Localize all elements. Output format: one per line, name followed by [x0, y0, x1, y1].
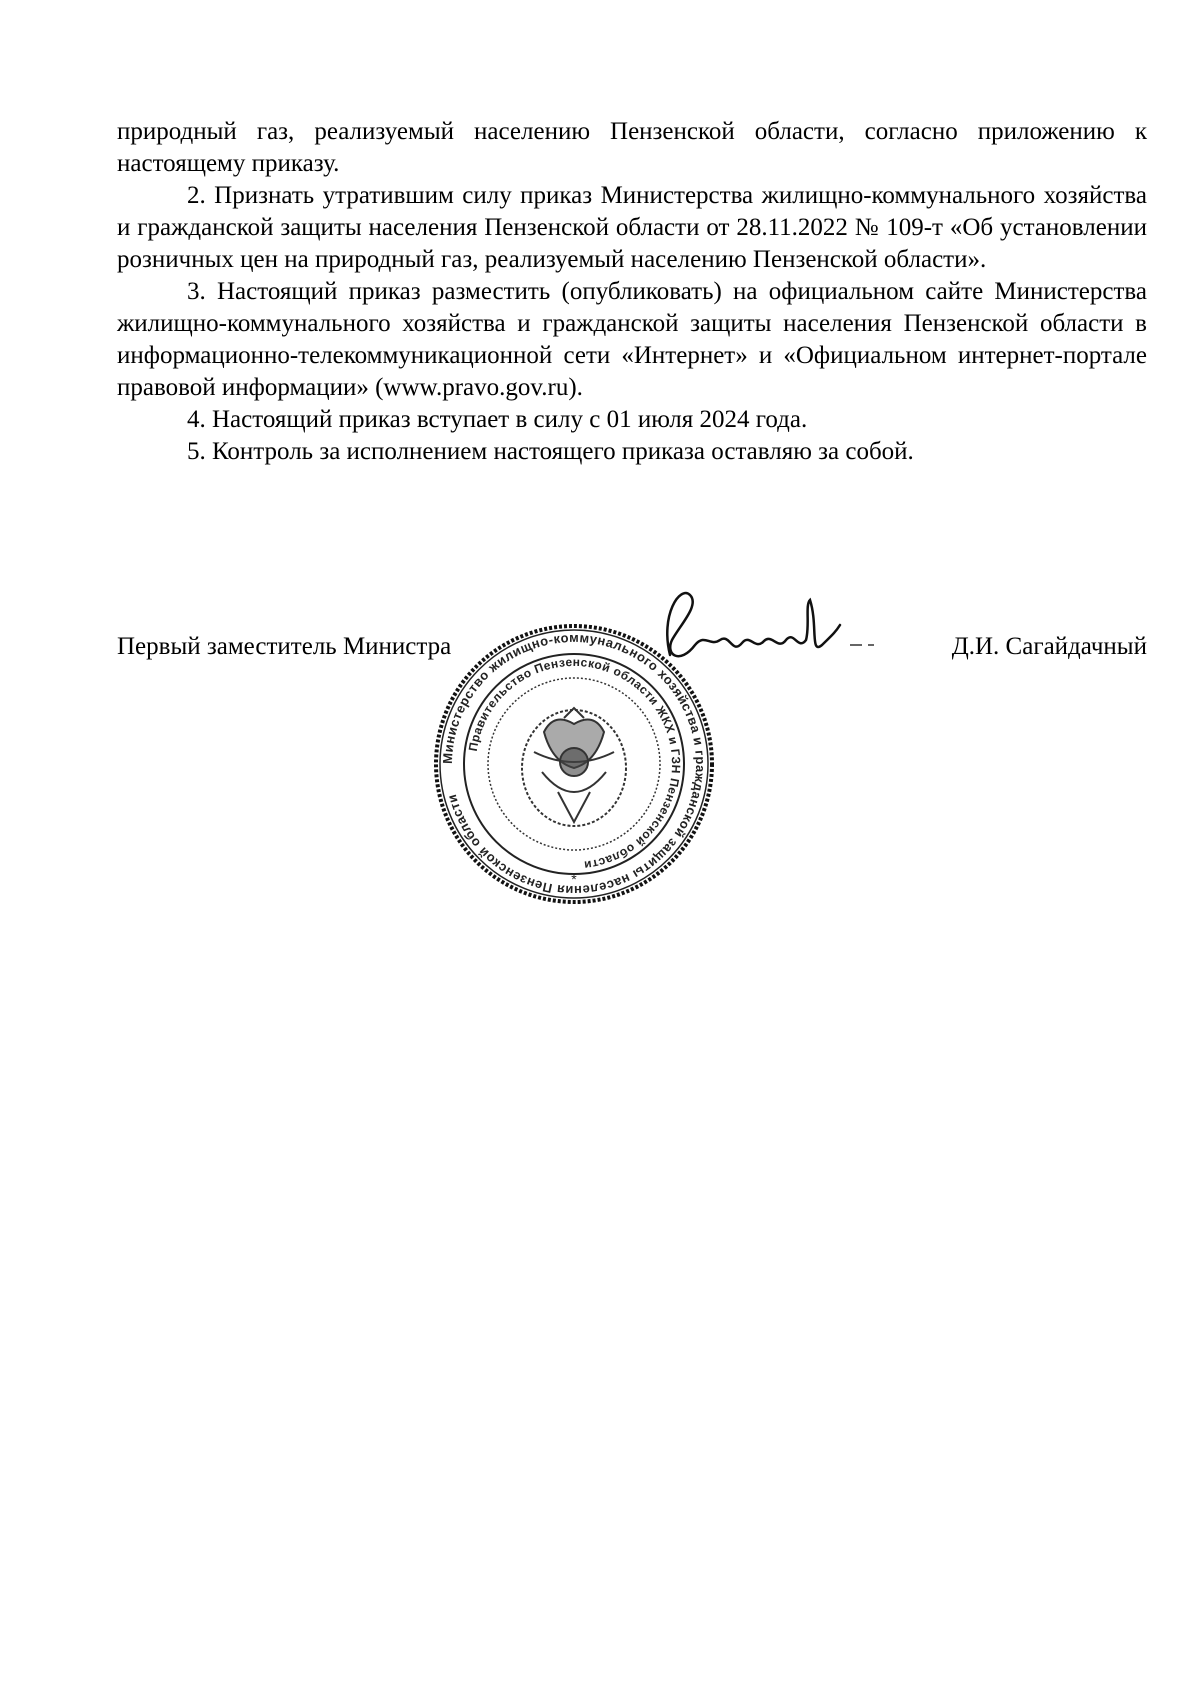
paragraph-1-line-1 — [117, 116, 1147, 180]
signer-name: Д.И. Сагайдачный — [951, 633, 1147, 660]
seal-inner-text: Правительство Пензенской области ЖКХ и ГЗН Пензенской области — [465, 654, 684, 873]
double-headed-eagle-icon — [522, 708, 626, 826]
seal-outer-text: Министерство жилищно-коммунального хозяйства и гражданской защиты населения Пензенской области — [439, 629, 709, 899]
document-body — [117, 116, 1147, 468]
svg-text:*: * — [571, 871, 577, 887]
signer-position: Первый заместитель Министра — [117, 633, 452, 660]
paragraph-5: 5. Контроль за исполнением настоящего приказа оставляю за собой. — [187, 438, 914, 465]
handwritten-signature-icon — [660, 585, 890, 685]
paragraph-1-text: природный газ, реализуемый населению Пензенской области, согласно приложению к настоящему приказу. — [117, 118, 1147, 177]
paragraph-2: 2. Признать утратившим силу приказ Министерства жилищно-коммунального хозяйства и гражданской защиты населения Пензенской области от 28.11.2022 № 109-т «Об установлении розничных цен на природный газ, реализуемый населению Пензенской области». — [117, 182, 1147, 273]
paragraph-4: 4. Настоящий приказ вступает в силу с 01 июля 2024 года. — [187, 406, 808, 433]
paragraph-3: 3. Настоящий приказ разместить (опубликовать) на официальном сайте Министерства жилищно-коммунального хозяйства и гражданской защиты населения Пензенской области в информационно-телекоммуникационной сети «Интернет» и «Официальном интернет-портале правовой информации» (www.pravo.gov.ru). — [117, 278, 1147, 401]
